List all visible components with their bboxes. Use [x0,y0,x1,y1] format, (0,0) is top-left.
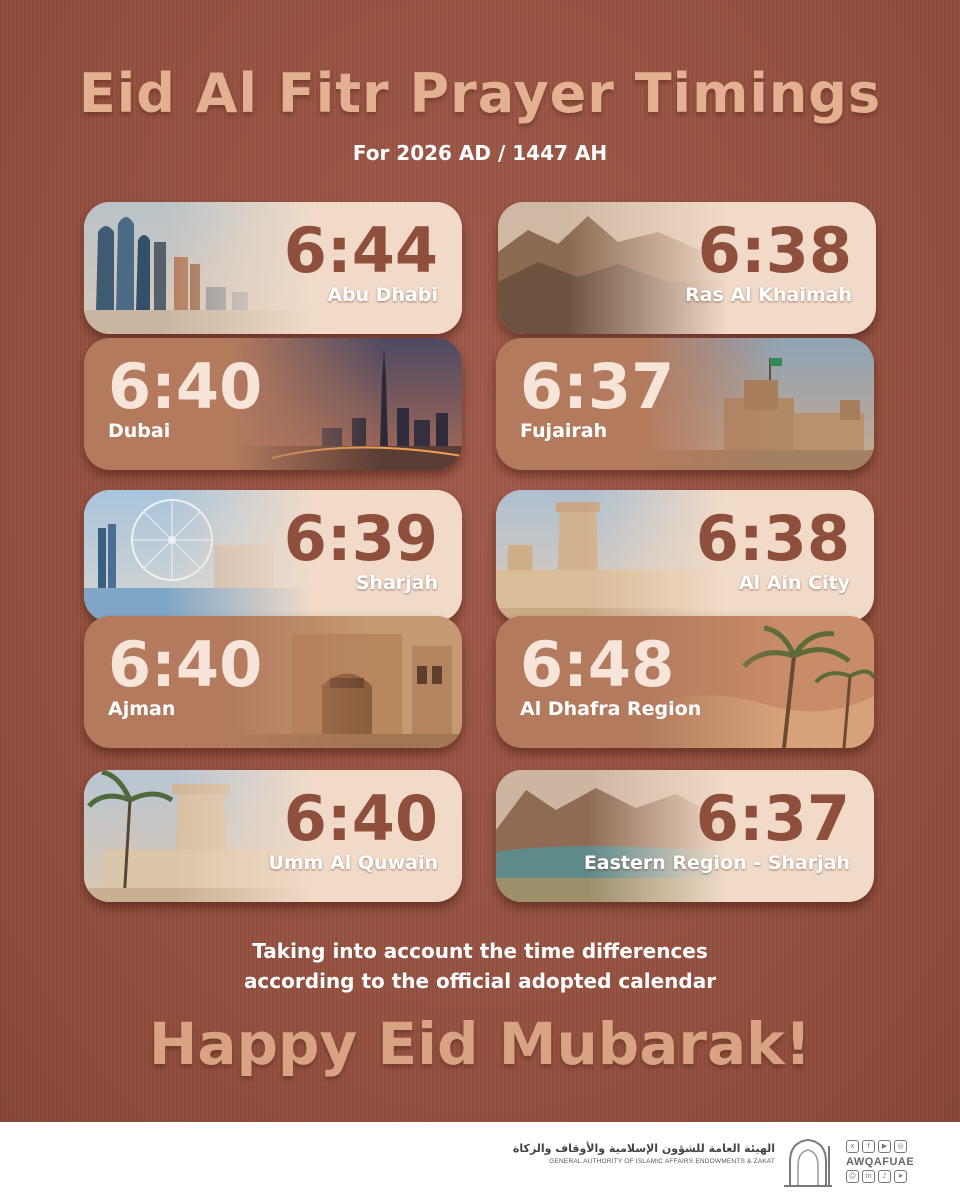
note-line-2: according to the official adopted calendar [243,969,717,993]
dubai-night-skyline-photo [232,338,462,470]
ajman-museum-photo [232,616,462,748]
prayer-time: 6:39 [283,502,438,575]
prayer-time: 6:48 [520,628,675,701]
snapchat-icon[interactable]: ☺ [846,1170,859,1183]
umm-al-quwain-fort-photo [84,770,314,902]
social-links [846,1140,936,1183]
desert-palms-photo [644,616,874,748]
city-name: Dubai [108,420,171,442]
fujairah-fort-photo [644,338,874,470]
city-name: Eastern Region - Sharjah [583,852,850,874]
prayer-time: 6:44 [283,214,438,287]
city-name: Abu Dhabi [327,284,438,306]
awqaf-logo-icon [782,1136,834,1188]
page-title: Eid Al Fitr Prayer Timings [78,62,882,125]
timing-card-eastern-region-sharjah [496,770,874,902]
lake-mountains-photo [496,770,726,902]
telegram-icon[interactable]: ➤ [894,1170,907,1183]
footer [0,1122,960,1200]
city-name: Sharjah [355,572,438,594]
prayer-time: 6:40 [283,782,438,855]
city-name: Fujairah [520,420,608,442]
time-difference-note [0,936,960,996]
timing-card-al-ain-city [496,490,874,622]
organization-name-english: GENERAL AUTHORITY OF ISLAMIC AFFAIRS ENDOWMENTS & ZAKAT [549,1158,775,1165]
tiktok-icon[interactable]: ♪ [878,1170,891,1183]
abu-dhabi-skyline-photo [84,202,314,334]
prayer-time: 6:38 [697,214,852,287]
city-name: Ras Al Khaimah [685,284,852,306]
timing-card-ras-al-khaimah [498,202,876,334]
timing-card-sharjah [84,490,462,622]
organization-name [513,1142,775,1165]
linkedin-icon[interactable]: in [862,1170,875,1183]
youtube-icon[interactable]: ▶ [878,1140,891,1153]
social-handle: AWQAFUAE [846,1156,915,1168]
prayer-time: 6:37 [520,350,675,423]
prayer-time: 6:40 [108,628,263,701]
social-icons-row-2 [846,1170,936,1183]
timing-card-ajman [84,616,462,748]
sharjah-ferris-wheel-photo [84,490,314,622]
timing-card-al-dhafra-region [496,616,874,748]
facebook-icon[interactable]: f [862,1140,875,1153]
note-line-1: Taking into account the time differences [252,939,708,963]
timing-card-dubai [84,338,462,470]
city-name: Al Ain City [738,572,850,594]
timing-card-fujairah [496,338,874,470]
page-subtitle: For 2026 AD / 1447 AH [352,141,608,165]
al-ain-fort-photo [496,490,726,622]
prayer-time: 6:40 [108,350,263,423]
organization-name-arabic: الهيئة العامة للشؤون الإسلامية والأوقاف والزكاة [512,1142,775,1155]
x-icon[interactable]: x [846,1140,859,1153]
instagram-icon[interactable]: ◎ [894,1140,907,1153]
timing-card-umm-al-quwain [84,770,462,902]
city-name: Umm Al Quwain [268,852,438,874]
greeting-text: Happy Eid Mubarak! [148,1010,812,1078]
prayer-time: 6:37 [695,782,850,855]
timing-card-abu-dhabi [84,202,462,334]
prayer-time: 6:38 [695,502,850,575]
city-name: Ajman [108,698,176,720]
mountains-photo [498,202,728,334]
city-name: Al Dhafra Region [520,698,702,720]
social-icons-row-1 [846,1140,936,1153]
